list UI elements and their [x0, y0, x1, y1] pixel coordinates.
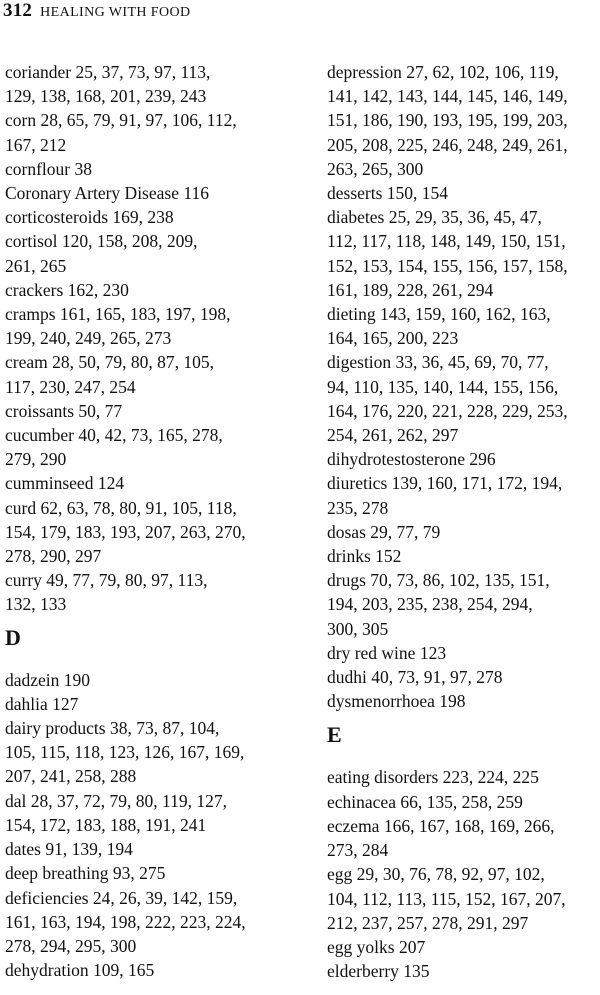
- index-entry-line: 161, 163, 194, 198, 222, 223, 224,: [5, 911, 246, 932]
- index-entry-line: deficiencies 24, 26, 39, 142, 159,: [5, 887, 238, 908]
- index-entry: [5, 108, 275, 156]
- index-entry-line: dieting 143, 159, 160, 162, 163,: [327, 304, 551, 325]
- index-entry-line: depression 27, 62, 102, 106, 119,: [327, 62, 559, 82]
- index-entry-line: 129, 138, 168, 201, 239, 243: [5, 86, 207, 107]
- index-entry: [5, 423, 275, 471]
- index-entry: [5, 496, 275, 569]
- index-entry-line: 112, 117, 118, 148, 149, 150, 151,: [327, 231, 566, 252]
- section-letter-heading: D: [5, 624, 21, 650]
- index-entry: [5, 229, 275, 277]
- index-entry-line: 273, 284: [327, 840, 389, 861]
- index-entry: [5, 157, 275, 181]
- index-entry: [327, 665, 599, 689]
- index-entry-line: dal 28, 37, 72, 79, 80, 119, 127,: [5, 790, 227, 811]
- index-entry-line: dry red wine 123: [327, 642, 447, 663]
- index-entry-line: 151, 186, 190, 193, 195, 199, 203,: [327, 110, 568, 131]
- index-entry-line: 152, 153, 154, 155, 156, 157, 158,: [327, 255, 568, 276]
- index-entry-line: 263, 265, 300: [327, 158, 424, 179]
- index-entry-line: cucumber 40, 42, 73, 165, 278,: [5, 425, 223, 446]
- index-entry: [327, 935, 599, 959]
- index-entry-line: cumminseed 124: [5, 473, 125, 494]
- index-entry-line: curry 49, 77, 79, 80, 97, 113,: [5, 570, 208, 591]
- index-entry-line: dairy products 38, 73, 87, 104,: [5, 718, 220, 739]
- index-entry-line: dadzein 190: [5, 669, 91, 690]
- index-entry-line: egg 29, 30, 76, 78, 92, 97, 102,: [327, 864, 545, 885]
- index-entry-line: 154, 172, 183, 188, 191, 241: [5, 814, 207, 835]
- index-entry-line: drugs 70, 73, 86, 102, 135, 151,: [327, 570, 550, 591]
- index-entry: [327, 765, 599, 789]
- index-entry-line: dehydration 109, 165: [5, 960, 155, 981]
- index-entry: [5, 278, 275, 302]
- index-entry: [5, 350, 275, 398]
- index-entry: [327, 814, 599, 862]
- index-entry-line: dates 91, 139, 194: [5, 839, 133, 860]
- section-letter-heading: E: [327, 722, 342, 748]
- index-entry-line: 235, 278: [327, 497, 389, 518]
- index-entry-line: 254, 261, 262, 297: [327, 425, 459, 446]
- index-entry-line: coriander 25, 37, 73, 97, 113,: [5, 62, 211, 82]
- index-entry-line: 194, 203, 235, 238, 254, 294,: [327, 594, 533, 615]
- index-entry: [5, 668, 275, 692]
- index-entry-line: 279, 290: [5, 449, 67, 470]
- index-entry: [327, 568, 599, 641]
- index-entry-line: dosas 29, 77, 79: [327, 521, 441, 542]
- index-entry-line: croissants 50, 77: [5, 400, 123, 421]
- index-entry: [327, 641, 599, 665]
- index-entry-line: 199, 240, 249, 265, 273: [5, 328, 172, 349]
- index-column-right: [327, 60, 599, 983]
- index-entry-line: drinks 152: [327, 546, 402, 567]
- index-entry-line: 94, 110, 135, 140, 144, 155, 156,: [327, 376, 559, 397]
- index-entry-line: 212, 237, 257, 278, 291, 297: [327, 912, 529, 933]
- index-entry: [5, 789, 275, 837]
- index-entry-line: 141, 142, 143, 144, 145, 146, 149,: [327, 86, 568, 107]
- page-number: 312: [3, 0, 33, 21]
- index-entry: [327, 959, 599, 983]
- index-entry: [327, 544, 599, 568]
- index-entry-line: eczema 166, 167, 168, 169, 266,: [327, 815, 555, 836]
- index-entry: [5, 471, 275, 495]
- index-entry-line: corticosteroids 169, 238: [5, 207, 174, 228]
- index-entry-line: eating disorders 223, 224, 225: [327, 767, 539, 788]
- index-entry-line: 207, 241, 258, 288: [5, 766, 137, 787]
- index-entry: [5, 205, 275, 229]
- index-entry-line: 164, 176, 220, 221, 228, 229, 253,: [327, 400, 568, 421]
- index-entry: [327, 520, 599, 544]
- index-entry: [5, 837, 275, 861]
- index-column-left: [5, 60, 275, 982]
- index-entry-line: corn 28, 65, 79, 91, 97, 106, 112,: [5, 110, 237, 131]
- index-entry-line: 278, 294, 295, 300: [5, 935, 137, 956]
- index-entry: [327, 60, 599, 181]
- index-entry: [327, 689, 599, 713]
- index-entry-line: diuretics 139, 160, 171, 172, 194,: [327, 473, 563, 494]
- index-entry-line: desserts 150, 154: [327, 183, 449, 204]
- index-entry: [5, 181, 275, 205]
- index-entry-line: 278, 290, 297: [5, 546, 102, 567]
- index-entry-line: cortisol 120, 158, 208, 209,: [5, 231, 198, 252]
- index-entry-line: dahlia 127: [5, 693, 79, 714]
- index-entry-line: 104, 112, 113, 115, 152, 167, 207,: [327, 888, 566, 909]
- index-entry: [5, 886, 275, 959]
- index-entry-line: Coronary Artery Disease 116: [5, 183, 209, 204]
- running-title: HEALING WITH FOOD: [40, 5, 191, 20]
- index-entry-line: 117, 230, 247, 254: [5, 376, 136, 397]
- index-entry-line: 105, 115, 118, 123, 126, 167, 169,: [5, 742, 245, 763]
- index-entry-line: 154, 179, 183, 193, 207, 263, 270,: [5, 521, 246, 542]
- index-entry: [327, 862, 599, 935]
- index-entry-line: 161, 189, 228, 261, 294: [327, 279, 494, 300]
- index-entry: [5, 60, 275, 108]
- index-entry: [5, 399, 275, 423]
- index-entry-line: dudhi 40, 73, 91, 97, 278: [327, 667, 503, 688]
- index-entry: [327, 447, 599, 471]
- index-entry-line: 261, 265: [5, 255, 67, 276]
- index-entry-line: 164, 165, 200, 223: [327, 328, 459, 349]
- index-entry-line: deep breathing 93, 275: [5, 863, 166, 884]
- index-entry-line: 205, 208, 225, 246, 248, 249, 261,: [327, 134, 568, 155]
- index-entry: [5, 861, 275, 885]
- index-entry-line: digestion 33, 36, 45, 69, 70, 77,: [327, 352, 549, 373]
- index-entry-line: elderberry 135: [327, 961, 430, 982]
- index-entry: [5, 716, 275, 789]
- index-entry-line: dysmenorrhoea 198: [327, 691, 466, 712]
- index-entry: [5, 302, 275, 350]
- index-entry-line: cornflour 38: [5, 158, 92, 179]
- running-header: [3, 0, 191, 26]
- index-entry-line: 300, 305: [327, 618, 389, 639]
- index-entry-line: crackers 162, 230: [5, 279, 129, 300]
- index-entry-line: egg yolks 207: [327, 936, 426, 957]
- index-entry-line: dihydrotestosterone 296: [327, 449, 496, 470]
- index-entry: [327, 181, 599, 205]
- index-entry-line: cramps 161, 165, 183, 197, 198,: [5, 304, 231, 325]
- index-entry-line: curd 62, 63, 78, 80, 91, 105, 118,: [5, 497, 237, 518]
- index-entry: [327, 205, 599, 302]
- index-entry-line: echinacea 66, 135, 258, 259: [327, 791, 523, 812]
- index-entry-line: 132, 133: [5, 594, 67, 615]
- index-entry-line: diabetes 25, 29, 35, 36, 45, 47,: [327, 207, 542, 228]
- index-entry: [5, 568, 275, 616]
- index-entry-line: 167, 212: [5, 134, 67, 155]
- index-entry: [327, 302, 599, 350]
- index-entry: [327, 471, 599, 519]
- index-entry: [5, 958, 275, 982]
- index-entry: [5, 692, 275, 716]
- index-entry: [327, 790, 599, 814]
- index-entry-line: cream 28, 50, 79, 80, 87, 105,: [5, 352, 214, 373]
- index-entry: [327, 350, 599, 447]
